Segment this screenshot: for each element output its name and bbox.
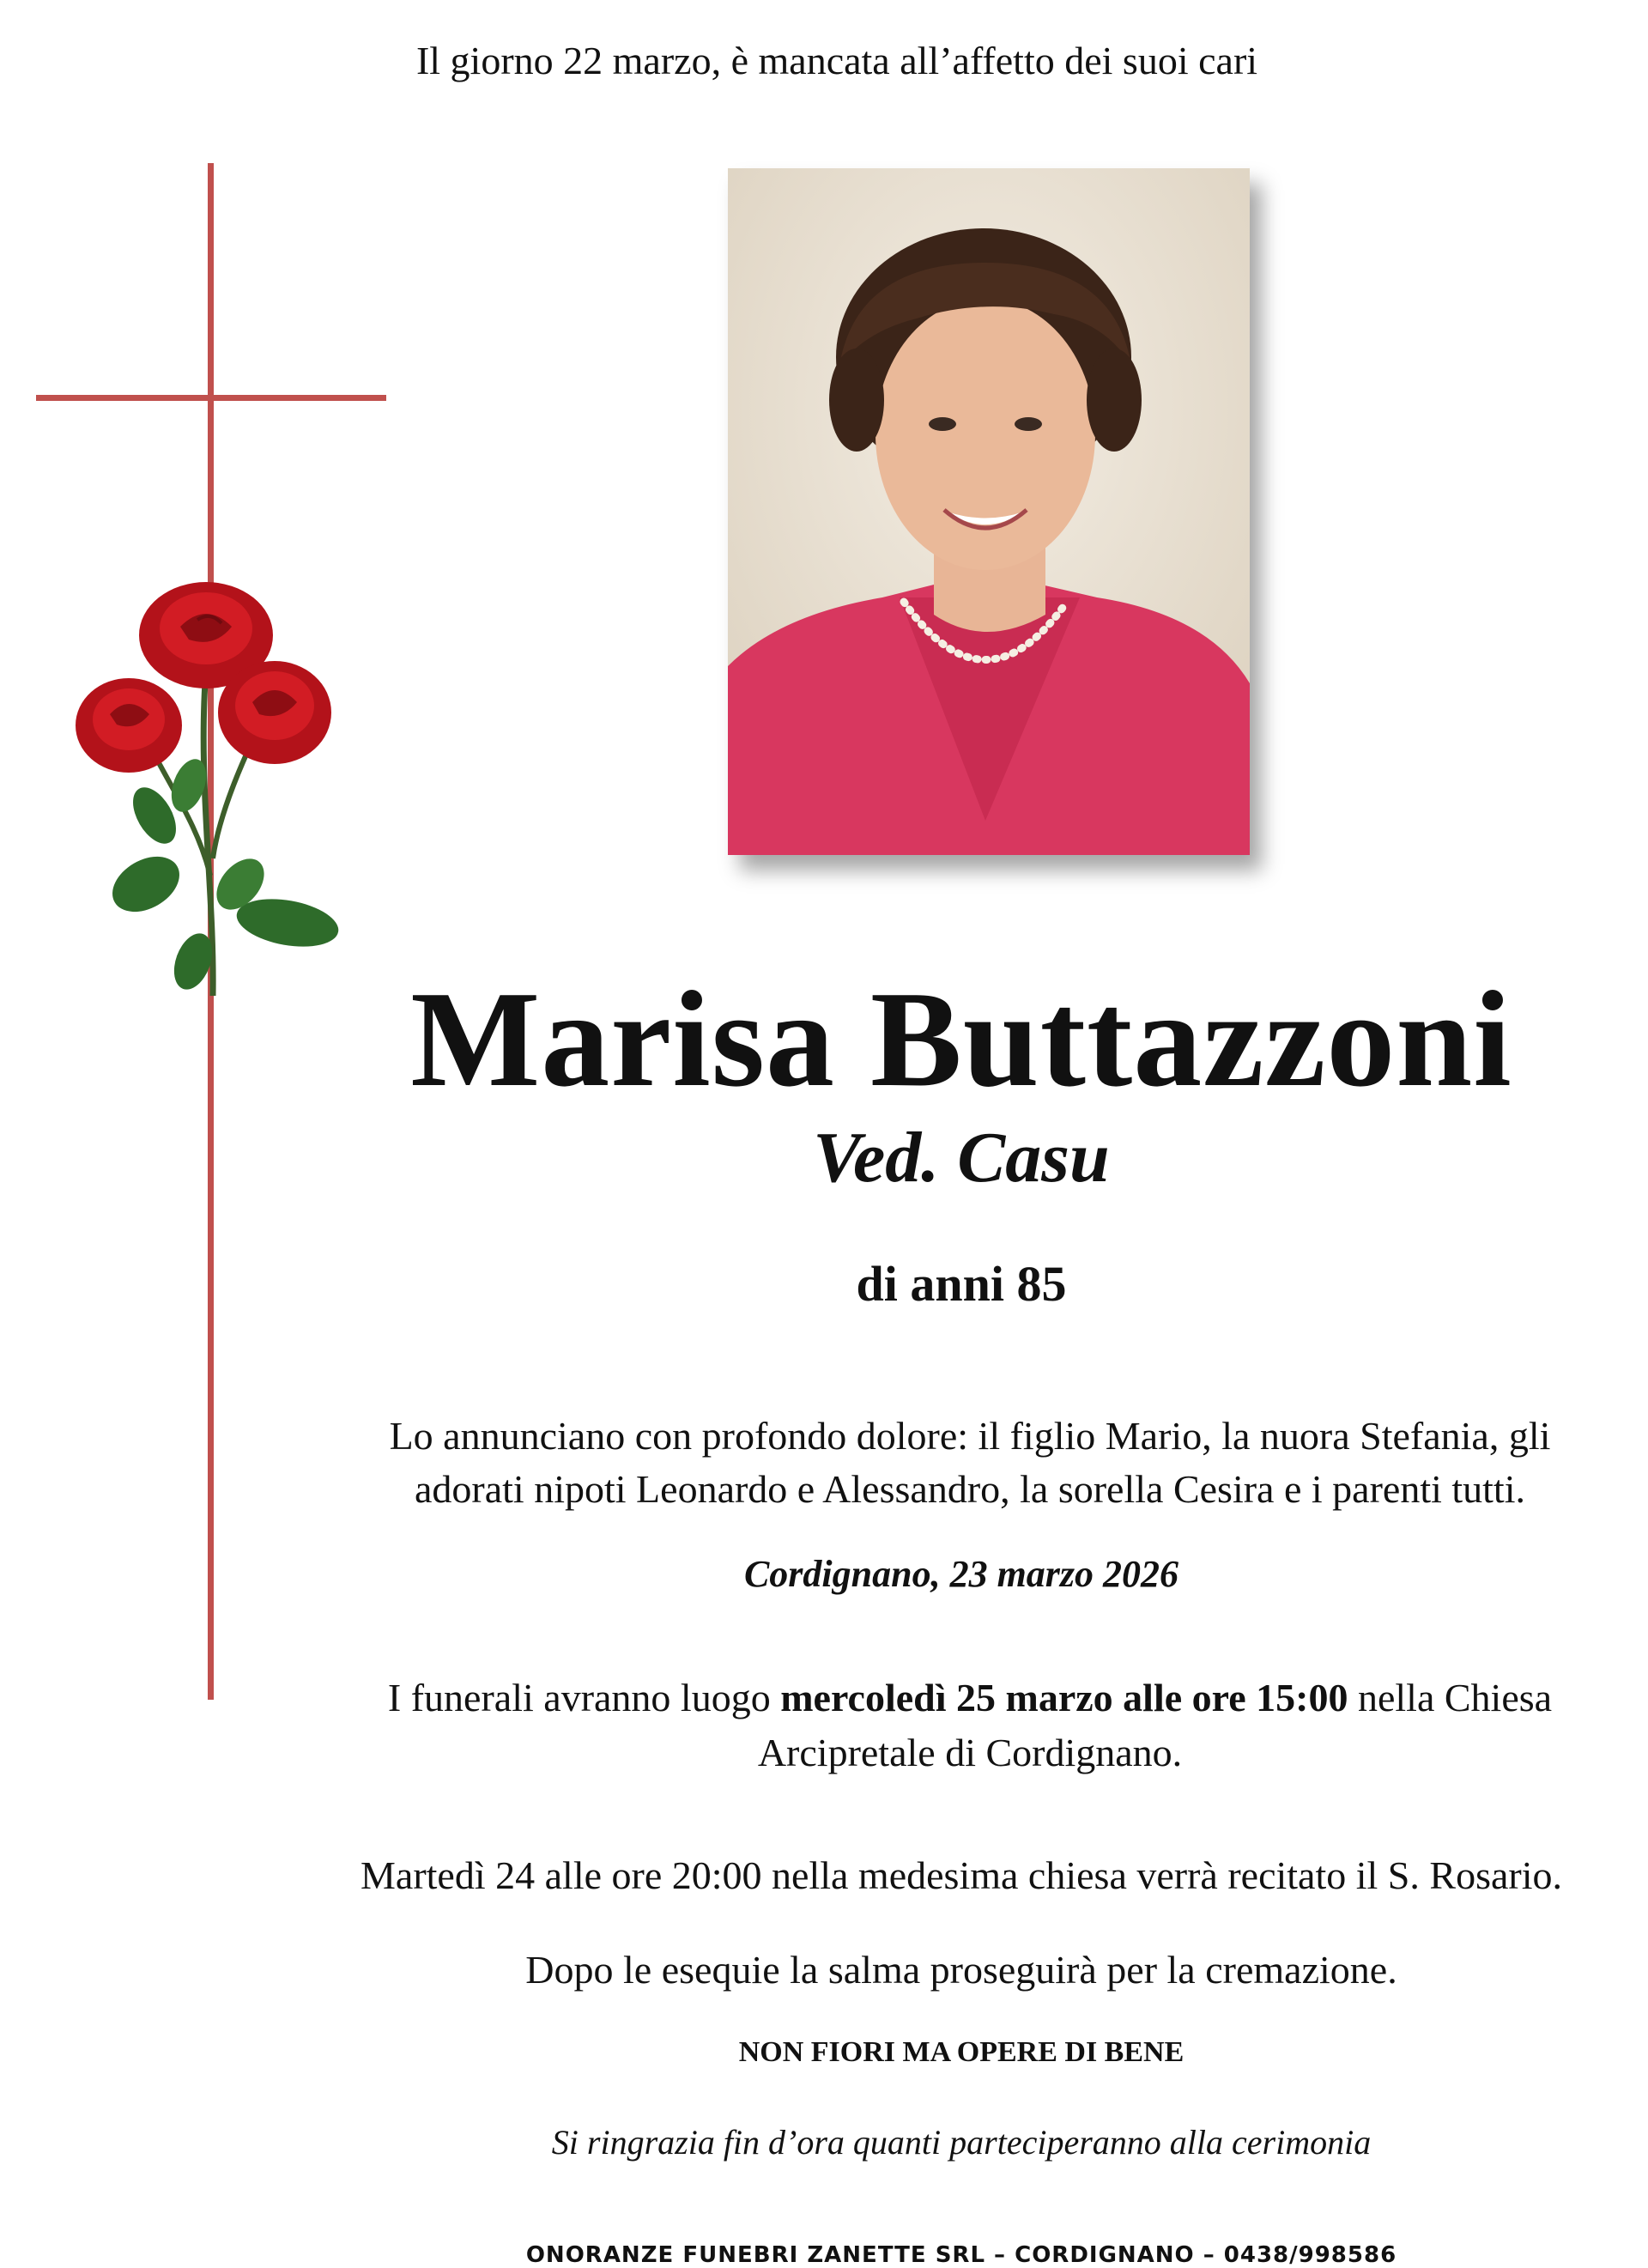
funeral-prefix: I funerali avranno luogo — [387, 1676, 781, 1719]
cremation-text: Dopo le esequie la salma proseguirà per la cremazione. — [525, 1948, 1397, 1992]
place-date-text: Cordignano, 23 marzo 2026 — [743, 1553, 1179, 1595]
intro-text: Il giorno 22 marzo, è mancata all’affetto dei suoi cari — [415, 39, 1258, 82]
rose-right — [218, 661, 331, 764]
thanks-text: Si ringrazia fin d’ora quanti parteciperanno alla cerimonia — [551, 2123, 1372, 2162]
no-flowers-text: NON FIORI MA OPERE DI BENE — [738, 2036, 1184, 2068]
funeral-datetime: mercoledì 25 marzo alle ore 15:00 — [780, 1676, 1348, 1719]
funeral-home-footer: ONORANZE FUNEBRI ZANETTE SRL – CORDIGNANO – 0438/998586 — [525, 2242, 1397, 2268]
portrait-photo — [728, 168, 1250, 855]
funeral-suffix: nella Chiesa Arcipretale di Cordignano. — [757, 1676, 1553, 1774]
announcement-text: Lo annunciano con profondo dolore: il figlio Mario, la nuora Stefania, gli adorati nipoti Leonardo e Alessandro, la sorella Cesira e i parenti tutti. — [389, 1414, 1551, 1511]
deceased-name: Marisa Buttazzoni — [410, 962, 1512, 1115]
cross-horizontal-bar — [36, 395, 386, 401]
roses-icon — [69, 567, 369, 1004]
funeral-info — [335, 1671, 1605, 1780]
widow-of-text: Ved. Casu — [813, 1118, 1110, 1198]
rose-left — [76, 678, 182, 773]
rosary-text: Martedì 24 alle ore 20:00 nella medesima chiesa verrà recitato il S. Rosario. — [360, 1853, 1562, 1897]
age-text: di anni 85 — [856, 1256, 1067, 1312]
